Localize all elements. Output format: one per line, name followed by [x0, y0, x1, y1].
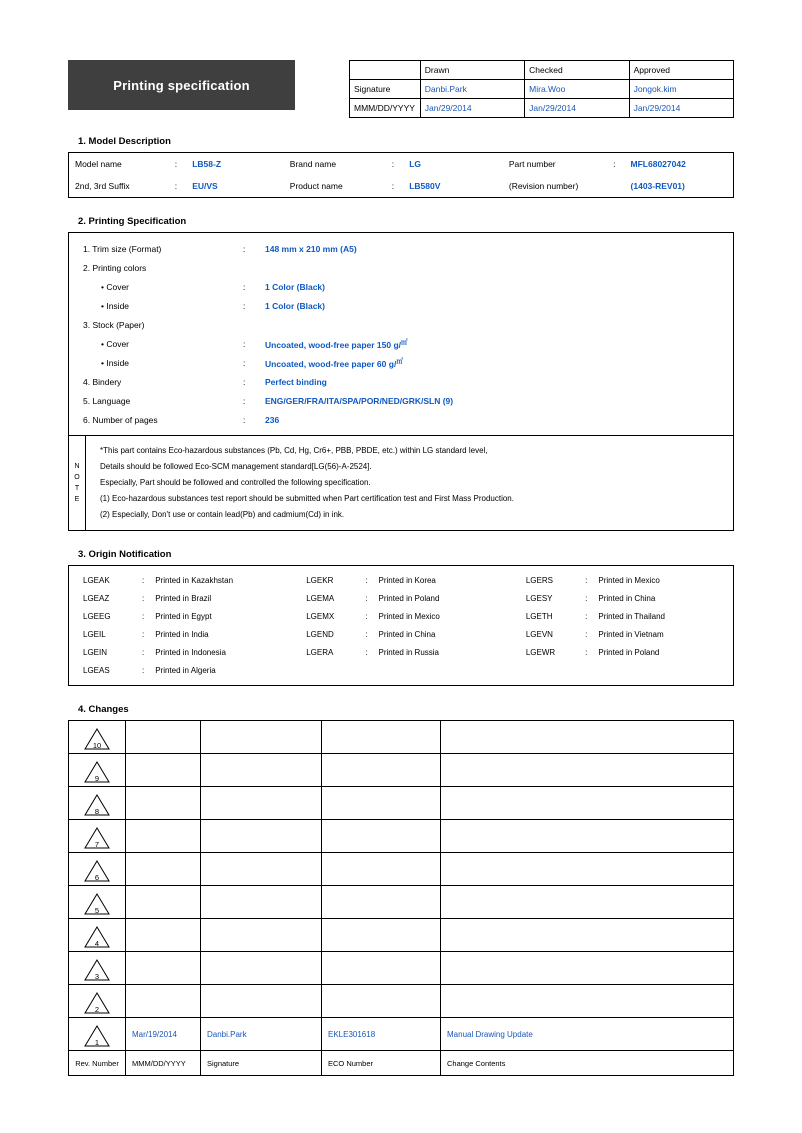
printing-colors-value	[259, 258, 733, 277]
origin-value: Printed in China	[598, 593, 656, 603]
origin-code-empty	[512, 661, 578, 679]
origin-row	[69, 571, 733, 589]
note-letter-t: T	[74, 485, 80, 492]
triangle-icon	[84, 893, 110, 915]
origin-value: Printed in Russia	[378, 647, 439, 657]
origin-value: Printed in Kazakhstan	[155, 575, 234, 585]
revision-marker	[69, 721, 126, 754]
stock-cover-label: • Cover	[101, 338, 130, 349]
origin-value: Printed in Vietnam	[598, 629, 664, 639]
change-eco	[322, 787, 441, 820]
revision-number-label: (Revision number)	[508, 181, 579, 191]
note-line-3: Especially, Part should be followed and controlled the following specification.	[100, 478, 371, 487]
origin-colon: :	[141, 575, 145, 585]
origin-value: Printed in Indonesia	[155, 647, 226, 657]
stock-colon	[237, 315, 259, 334]
pages-label: 6. Number of pages	[83, 414, 158, 425]
printing-colors-label: 2. Printing colors	[83, 262, 147, 273]
triangle-icon	[84, 761, 110, 783]
origin-colon-empty	[358, 661, 374, 679]
revision-number: 6	[94, 873, 100, 882]
spec-row-pages	[69, 410, 733, 429]
change-eco	[322, 754, 441, 787]
table-row	[69, 820, 734, 853]
origin-value: Printed in Brazil	[155, 593, 212, 603]
triangle-icon	[84, 992, 110, 1014]
change-eco	[322, 820, 441, 853]
printing-colors-colon	[237, 258, 259, 277]
date-drawn: Jan/29/2014	[420, 99, 524, 118]
suffix-value: EU/VS	[192, 181, 218, 191]
triangle-icon	[84, 794, 110, 816]
origin-row	[69, 643, 733, 661]
changes-table	[68, 720, 734, 1076]
table-row	[69, 853, 734, 886]
bindery-label: 4. Bindery	[83, 376, 122, 387]
origin-code: LGEAS	[83, 665, 110, 675]
change-signature	[201, 985, 322, 1018]
changes-footer-row	[69, 1051, 734, 1076]
section-title-printing: 2. Printing Specification	[78, 216, 187, 227]
origin-colon: :	[141, 629, 145, 639]
origin-code-empty	[292, 661, 358, 679]
product-name-value: LB580V	[409, 181, 441, 191]
origin-row	[69, 607, 733, 625]
change-date	[126, 886, 201, 919]
pages-colon: :	[243, 414, 246, 425]
signature-header-checked: Checked	[525, 61, 629, 80]
spec-row-stock-cover	[69, 334, 733, 353]
colors-inside-colon: :	[243, 300, 246, 311]
section-title-model: 1. Model Description	[78, 136, 171, 147]
revision-number: 7	[94, 840, 100, 849]
signature-header-blank	[350, 61, 421, 80]
origin-value: Printed in China	[378, 629, 436, 639]
triangle-icon	[84, 827, 110, 849]
date-row	[350, 99, 734, 118]
origin-value-empty	[594, 661, 733, 679]
revision-number: 4	[94, 939, 100, 948]
change-contents: Manual Drawing Update	[441, 1018, 734, 1051]
table-row	[69, 919, 734, 952]
date-checked: Jan/29/2014	[525, 99, 629, 118]
colors-cover-value: 1 Color (Black)	[265, 281, 325, 292]
stock-label: 3. Stock (Paper)	[83, 319, 145, 330]
language-colon: :	[243, 395, 246, 406]
revision-number: 1	[94, 1038, 100, 1047]
change-date	[126, 721, 201, 754]
change-signature	[201, 820, 322, 853]
note-side-label	[69, 436, 86, 530]
signature-checked: Mira.Woo	[525, 80, 629, 99]
origin-row	[69, 589, 733, 607]
printing-specification-box	[68, 232, 734, 436]
origin-colon: :	[365, 593, 368, 603]
footer-contents: Change Contents	[441, 1051, 734, 1076]
revision-number-colon	[604, 175, 624, 197]
colors-inside-label: • Inside	[101, 300, 130, 311]
revision-number: 9	[94, 774, 100, 783]
change-eco: EKLE301618	[322, 1018, 441, 1051]
signature-approved: Jongok.kim	[629, 80, 733, 99]
stock-inside-value: Uncoated, wood-free paper 60 g/	[265, 358, 397, 369]
language-value: ENG/GER/FRA/ITA/SPA/POR/NED/GRK/SLN (9)	[265, 395, 454, 406]
origin-code: LGEMA	[306, 593, 335, 603]
signature-header-drawn: Drawn	[420, 61, 524, 80]
colors-cover-colon: :	[243, 281, 246, 292]
revision-marker	[69, 787, 126, 820]
revision-number: 5	[94, 906, 100, 915]
part-number-label: Part number	[508, 159, 556, 169]
stock-inside-colon: :	[243, 357, 246, 368]
bindery-colon: :	[243, 376, 246, 387]
triangle-icon	[84, 926, 110, 948]
signature-drawn: Danbi.Park	[420, 80, 524, 99]
date-row-label: MMM/DD/YYYY	[350, 99, 421, 118]
origin-colon: :	[585, 647, 588, 657]
trim-size-label: 1. Trim size (Format)	[83, 243, 162, 254]
signature-header-approved: Approved	[629, 61, 733, 80]
origin-colon: :	[585, 629, 588, 639]
origin-code: LGERS	[525, 575, 553, 585]
stock-inside-unit: ㎡	[396, 358, 403, 366]
note-letter-e: E	[74, 496, 80, 503]
model-row-1	[69, 153, 733, 175]
change-eco	[322, 886, 441, 919]
change-date	[126, 853, 201, 886]
suffix-label: 2nd, 3rd Suffix	[75, 181, 130, 191]
colors-cover-label: • Cover	[101, 281, 130, 292]
table-row	[69, 754, 734, 787]
revision-number: 2	[94, 1005, 100, 1014]
brand-name-colon: :	[391, 159, 395, 169]
product-name-colon: :	[391, 181, 395, 191]
note-line-2: Details should be followed Eco-SCM management standard[LG(56)-A-2524].	[100, 462, 372, 471]
revision-number: 10	[92, 741, 102, 750]
suffix-colon: :	[174, 181, 178, 191]
note-box	[68, 436, 734, 531]
origin-code: LGEAZ	[83, 593, 110, 603]
brand-name-label: Brand name	[289, 159, 337, 169]
change-eco	[322, 721, 441, 754]
origin-value: Printed in Korea	[378, 575, 436, 585]
origin-colon: :	[141, 611, 145, 621]
section-title-origin: 3. Origin Notification	[78, 549, 172, 560]
revision-marker	[69, 820, 126, 853]
change-signature	[201, 853, 322, 886]
change-date	[126, 919, 201, 952]
change-signature	[201, 952, 322, 985]
spec-row-language	[69, 391, 733, 410]
origin-row	[69, 625, 733, 643]
origin-notification-box	[68, 565, 734, 686]
footer-date: MMM/DD/YYYY	[126, 1051, 201, 1076]
origin-code: LGEIL	[83, 629, 106, 639]
change-contents	[441, 919, 734, 952]
signature-table	[349, 60, 734, 118]
change-date	[126, 985, 201, 1018]
origin-value: Printed in Poland	[598, 647, 660, 657]
origin-code: LGEVN	[525, 629, 553, 639]
origin-value: Printed in India	[155, 629, 209, 639]
change-contents	[441, 754, 734, 787]
change-signature	[201, 721, 322, 754]
stock-value	[259, 315, 733, 334]
spec-row-bindery	[69, 372, 733, 391]
origin-code: LGEWR	[525, 647, 556, 657]
origin-colon: :	[365, 575, 368, 585]
model-name-value: LB58-Z	[192, 159, 222, 169]
product-name-label: Product name	[289, 181, 343, 191]
signature-row	[350, 80, 734, 99]
revision-marker	[69, 853, 126, 886]
spec-row-stock-inside	[69, 353, 733, 372]
revision-marker	[69, 1018, 126, 1051]
stock-cover-unit: ㎡	[401, 339, 408, 347]
change-signature	[201, 886, 322, 919]
origin-code: LGESY	[525, 593, 553, 603]
revision-marker	[69, 985, 126, 1018]
change-signature	[201, 754, 322, 787]
model-name-colon: :	[174, 159, 178, 169]
spec-row-trim-size	[69, 239, 733, 258]
change-signature	[201, 919, 322, 952]
origin-code: LGETH	[525, 611, 553, 621]
revision-number-value: (1403-REV01)	[630, 181, 685, 191]
footer-eco: ECO Number	[322, 1051, 441, 1076]
triangle-icon	[84, 959, 110, 981]
change-date	[126, 952, 201, 985]
document-header	[68, 60, 734, 118]
origin-colon: :	[141, 647, 145, 657]
change-contents	[441, 820, 734, 853]
spec-row-colors-cover	[69, 277, 733, 296]
model-description-box	[68, 152, 734, 198]
brand-name-value: LG	[409, 159, 422, 169]
origin-row	[69, 661, 733, 679]
origin-value: Printed in Mexico	[598, 575, 660, 585]
change-contents	[441, 721, 734, 754]
revision-marker	[69, 754, 126, 787]
note-line-5: (2) Especially, Don't use or contain lead(Pb) and cadmium(Cd) in ink.	[100, 510, 345, 519]
stock-cover-value: Uncoated, wood-free paper 150 g/	[265, 339, 402, 350]
change-contents	[441, 886, 734, 919]
model-row-2	[69, 175, 733, 197]
origin-value-empty	[375, 661, 512, 679]
change-signature	[201, 787, 322, 820]
model-name-label: Model name	[75, 159, 122, 169]
origin-colon-empty	[578, 661, 594, 679]
triangle-icon	[84, 728, 110, 750]
origin-colon: :	[365, 647, 368, 657]
change-eco	[322, 952, 441, 985]
stock-inside-value-cell	[259, 353, 733, 372]
change-date: Mar/19/2014	[126, 1018, 201, 1051]
change-signature: Danbi.Park	[201, 1018, 322, 1051]
change-eco	[322, 985, 441, 1018]
change-contents	[441, 853, 734, 886]
origin-code: LGEKR	[306, 575, 334, 585]
table-row	[69, 952, 734, 985]
table-row	[69, 1018, 734, 1051]
note-line-1: *This part contains Eco-hazardous substances (Pb, Cd, Hg, Cr6+, PBB, PBDE, etc.) within LG standard level,	[100, 446, 488, 455]
spec-row-colors-inside	[69, 296, 733, 315]
note-letter-o: O	[74, 474, 80, 481]
signature-row-label: Signature	[350, 80, 421, 99]
language-label: 5. Language	[83, 395, 131, 406]
bindery-value: Perfect binding	[265, 376, 327, 387]
footer-signature: Signature	[201, 1051, 322, 1076]
stock-inside-label: • Inside	[101, 357, 130, 368]
page-title: Printing specification	[68, 60, 295, 110]
spec-row-stock	[69, 315, 733, 334]
revision-number: 8	[94, 807, 100, 816]
signature-header-row	[350, 61, 734, 80]
origin-colon: :	[365, 611, 368, 621]
pages-value: 236	[265, 414, 280, 425]
note-content	[86, 436, 733, 530]
origin-colon: :	[585, 611, 588, 621]
part-number-value: MFL68027042	[630, 159, 686, 169]
change-date	[126, 820, 201, 853]
origin-colon: :	[141, 665, 145, 675]
table-row	[69, 721, 734, 754]
revision-marker	[69, 919, 126, 952]
change-contents	[441, 787, 734, 820]
change-date	[126, 754, 201, 787]
revision-marker	[69, 952, 126, 985]
footer-rev-number: Rev. Number	[69, 1051, 126, 1076]
origin-value: Printed in Algeria	[155, 665, 216, 675]
origin-colon: :	[141, 593, 145, 603]
colors-inside-value: 1 Color (Black)	[265, 300, 325, 311]
change-eco	[322, 919, 441, 952]
trim-size-value: 148 mm x 210 mm (A5)	[265, 243, 357, 254]
origin-value: Printed in Egypt	[155, 611, 212, 621]
spec-row-printing-colors	[69, 258, 733, 277]
origin-code: LGERA	[306, 647, 334, 657]
section-title-changes: 4. Changes	[78, 704, 129, 715]
change-contents	[441, 952, 734, 985]
revision-marker	[69, 886, 126, 919]
stock-cover-colon: :	[243, 338, 246, 349]
note-line-4: (1) Eco-hazardous substances test report should be submitted when Part certification test and First Mass Production.	[100, 494, 514, 503]
origin-value: Printed in Thailand	[598, 611, 665, 621]
trim-size-colon: :	[243, 243, 246, 254]
origin-code: LGEND	[306, 629, 334, 639]
origin-value: Printed in Mexico	[378, 611, 440, 621]
origin-code: LGEMX	[306, 611, 335, 621]
triangle-icon	[84, 860, 110, 882]
origin-code: LGEIN	[83, 647, 108, 657]
change-date	[126, 787, 201, 820]
origin-colon: :	[585, 575, 588, 585]
origin-code: LGEAK	[83, 575, 110, 585]
origin-colon: :	[365, 629, 368, 639]
stock-cover-value-cell	[259, 334, 733, 353]
origin-colon: :	[585, 593, 588, 603]
note-letter-n: N	[74, 463, 80, 470]
origin-code: LGEEG	[83, 611, 111, 621]
table-row	[69, 886, 734, 919]
change-contents	[441, 985, 734, 1018]
table-row	[69, 985, 734, 1018]
date-approved: Jan/29/2014	[629, 99, 733, 118]
origin-value: Printed in Poland	[378, 593, 440, 603]
part-number-colon: :	[613, 159, 616, 169]
triangle-icon	[84, 1025, 110, 1047]
table-row	[69, 787, 734, 820]
revision-number: 3	[94, 972, 100, 981]
change-eco	[322, 853, 441, 886]
